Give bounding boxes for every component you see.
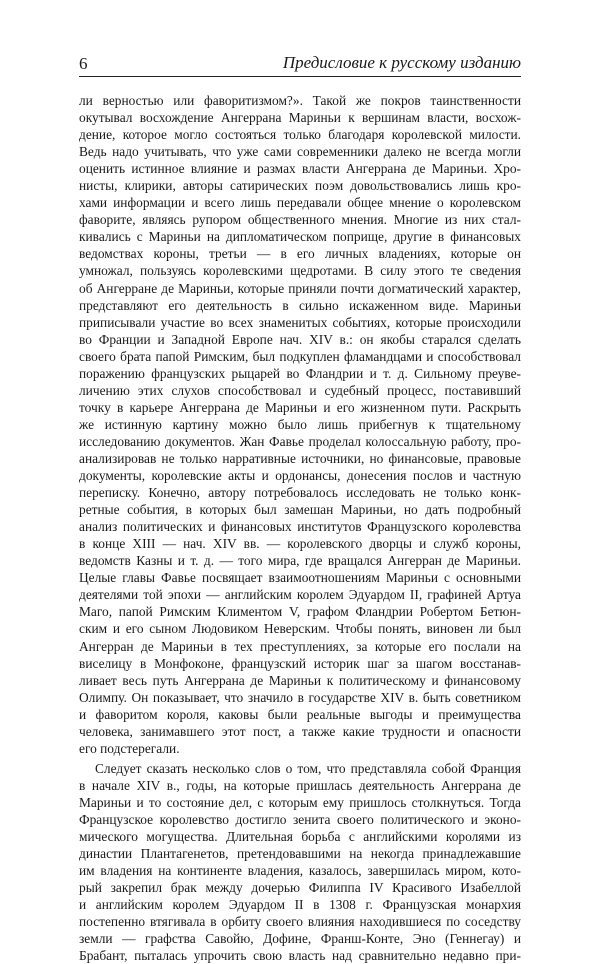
text-line: окутывал восхождение Ангеррана Мариньи к вершинам власти, восхож- [79,110,521,126]
text-line: умножал, пользуясь королевскими щедротами. В силу этого те сведения [79,263,521,279]
text-line: ским и его сыном Людовиком Неверским. Чтобы понять, виновен ли был [79,621,521,637]
text-line: переписку. Конечно, автору потребовалось исследовать не только конк- [79,485,521,501]
text-line: точку в карьере Ангеррана де Мариньи и его жизненном пути. Раскрыть [79,399,521,415]
text-line: в конце XIII — нач. XIV вв. — королевского дворцы и служб короны, [79,536,521,552]
body-text [79,92,521,964]
text-line: Целые главы Фавье посвящает взаимоотношениям Мариньи с основными [79,570,521,586]
text-line: фаворите, являясь рупором общественного мнения. Многие из них стал- [79,212,521,228]
text-line: Маго, папой Римским Климентом V, графом Фландрии Робертом Бетюн- [79,604,521,620]
text-line: анализ политических и финансовых институтов Французского королевства [79,519,521,535]
text-line: ливает весь путь Ангеррана де Мариньи к политическому и финансовому [79,672,521,688]
text-line: виселицу в Монфоконе, французский историк шаг за шагом восстанав- [79,655,521,671]
text-line: оценить истинное влияние и размах власти Ангеррана де Мариньи. Хро- [79,161,521,177]
text-line: им владения на континенте владения, казалось, завершилась миром, кото- [79,863,521,879]
text-line: кивались с Мариньи на дипломатическом поприще, другие в финансовых [79,229,521,245]
text-line: Ангерран де Мариньи в тех преступлениях, за которые его послали на [79,638,521,654]
text-line: и английским королем Эдуардом II в 1308 г. Французская монархия [79,897,521,913]
text-line: Олимпу. Он показывает, что значило в государстве XIV в. быть советником [79,689,521,705]
text-line: Брабант, пыталась упрочить свою власть над сравнительно недавно при- [79,948,521,964]
text-line: рый закрепил брак между дочерью Филиппа IV Красивого Изабеллой [79,880,521,896]
text-line: Следует сказать несколько слов о том, что представляла собой Франция [95,760,521,776]
running-title: Предисловие к русскому изданию [282,53,521,72]
text-line: земли — графства Савойю, Дофине, Франш-Конте, Эно (Геннегау) и [79,931,521,947]
text-line: приписывали участие во всех знаменитых событиях, которые происходили [79,314,521,330]
text-line: и фаворитом короля, каковы были реальные выгоды и преимущества [79,706,521,722]
text-line: поражению французских рыцарей во Фландрии и т. д. Сильному преуве- [79,365,521,381]
text-line: документы, королевские акты и ордонансы, донесения послов и частную [79,468,521,484]
page-header [79,50,521,77]
text-line: Французское королевство достигло зенита своего политического и эконо- [79,811,521,827]
text-line: мического могущества. Длительная борьба с английскими королями из [79,829,521,845]
page-number: 6 [79,54,88,73]
text-line: ретные события, в которых был замешан Мариньи, но дать подробный [79,502,521,518]
paragraph [79,92,521,757]
text-line: хами информации и всего лишь передавали общее мнение о королевском [79,195,521,211]
text-line: личению этих слухов способствовал и судебный процесс, поставивший [79,382,521,398]
text-line: дение, которое могло состояться только благодаря королевской милости. [79,127,521,143]
text-line: человека, занимавшего этот пост, а также какие трудности и опасности [79,723,521,739]
text-line: Ведь надо учитывать, что уже сами современники далеко не всегда могли [79,144,521,160]
text-line: ведомств Казны и т. д. — того мира, где вращался Ангерран де Мариньи. [79,553,521,569]
text-line: ведомствах короны, третьи — в его личных владениях, которые он [79,246,521,262]
text-line: нисты, клирики, авторы сатирических поэм довольствовались лишь кро- [79,178,521,194]
text-line: своего брата папой Римским, был подкуплен фламандцами и способствовал [79,348,521,364]
text-line: же истинную картину можно было лишь прибегнув к тщательному [79,416,521,432]
text-line: династии Плантагенетов, претендовавшими на некогда принадлежавшие [79,846,521,862]
text-line: деятелями той эпохи — английским королем Эдуардом II, графиней Артуа [79,587,521,603]
text-line: во Франции и Западной Европе нач. XIV в.: он якобы старался сделать [79,331,521,347]
text-line: ли верностью или фаворитизмом?». Такой же покров таинственности [79,93,521,108]
text-line: его подстерегали. [79,740,180,756]
paragraph [79,760,521,964]
text-line: постепенно втягивала в орбиту своего влияния находившиеся по соседству [79,914,521,930]
text-line: представляют его деятельность в сильно искаженном виде. Мариньи [79,297,521,313]
text-line: анализировав не только нарративные источники, но финансовые, правовые [79,450,521,466]
text-line: об Ангерране де Мариньи, которые приняли почти догматический характер, [79,280,521,296]
text-line: исследованию документов. Жан Фавье проделал колоссальную работу, про- [79,433,521,449]
text-line: Мариньи и то состояние дел, с которым ему пришлось столкнуться. Тогда [79,794,521,810]
text-line: в начале XIV в., годы, на которые пришлась деятельность Ангеррана де [79,777,521,793]
